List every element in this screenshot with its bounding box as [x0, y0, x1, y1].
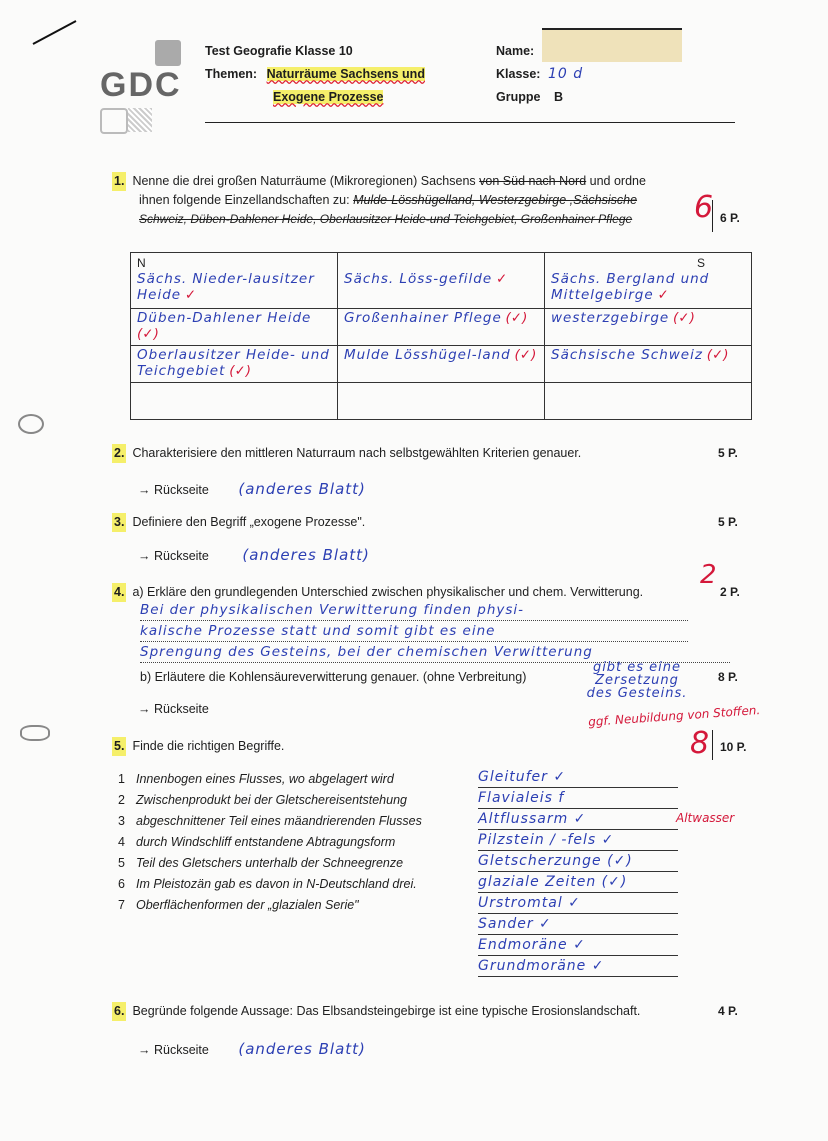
q2-text: Charakterisiere den mittleren Naturraum nach selbstgewählten Kriterien genauer. [132, 446, 582, 460]
q1-check-2-1: (✓) [137, 326, 159, 342]
q5-item-4-text: durch Windschliff entstandene Abtragungsform [136, 835, 396, 849]
q5-answer-10: Grundmoräne ✓ [478, 956, 678, 977]
q5-item-5 [118, 853, 478, 874]
q5-item-7 [118, 895, 478, 916]
q5-item-1-num: 1 [118, 772, 125, 786]
q4-back: → Rückseite [138, 702, 209, 716]
q5-item-6 [118, 874, 478, 895]
q1-check-1-2: ✓ [495, 271, 508, 287]
topics-label: Themen: [205, 67, 258, 81]
group-value: B [553, 90, 563, 104]
q5-number: 5. [112, 737, 126, 756]
q4-a-answer-line4: gibt es eine [592, 660, 682, 675]
q3-back: → Rückseite [138, 549, 209, 563]
q1-cell-3-3: Sächsische Schweiz [551, 347, 703, 363]
q1-cell-3-1: Oberlausitzer Heide- und Teichgebiet [137, 347, 330, 379]
q5-answer-lines [478, 767, 678, 977]
q5-item-4-num: 4 [118, 835, 125, 849]
q5-item-1-text: Innenbogen eines Flusses, wo abgelagert wird [136, 772, 394, 786]
q1-cell-2-3: westerzgebirge [551, 310, 670, 326]
q1-check-1-1: ✓ [184, 287, 197, 303]
q5-item-7-text: Oberflächenformen der „glazialen Serie" [136, 898, 359, 912]
name-label: Name: [496, 44, 535, 58]
q4-b-text: b) Erläutere die Kohlensäureverwitterung genauer. (ohne Verbreitung) [140, 670, 527, 684]
q1-cell-1-3: Sächs. Bergland und Mittelgebirge [551, 271, 710, 303]
q5-answer-6: glaziale Zeiten (✓) [478, 872, 678, 893]
topics-line2: Exogene Prozesse [273, 90, 384, 104]
q5-item-2-num: 2 [118, 793, 125, 807]
logo-square-hatched [128, 108, 152, 132]
q1-cell-4-2 [338, 383, 545, 420]
q1-line1-end: und ordne [589, 174, 646, 188]
q1-line1: Nenne die drei großen Naturräume (Mikroregionen) Sachsens [132, 174, 476, 188]
group-label: Gruppe [496, 90, 541, 104]
q5-item-2-text: Zwischenprodukt bei der Gletschereisentstehung [136, 793, 407, 807]
q5-score: 8 [690, 726, 710, 761]
school-logo [100, 40, 185, 135]
q1-cell-1-2: Sächs. Löss-gefilde [344, 271, 493, 287]
margin-scribble-1 [18, 414, 44, 434]
q4-a-score: 2 [700, 560, 717, 590]
q1-check-3-1: (✓) [229, 363, 252, 379]
q3-answer: (anderes Blatt) [242, 546, 370, 564]
q4-a-text: a) Erkläre den grundlegenden Unterschied zwischen physikalischer und chem. Verwitterung. [132, 585, 644, 599]
q1-s-label: S [697, 256, 706, 270]
q5-item-2 [118, 790, 478, 811]
q1-points: 6 P. [720, 211, 740, 225]
q1-cell-3-2: Mulde Lösshügel-land [344, 347, 511, 363]
q2-back: → Rückseite [138, 483, 209, 497]
q4-a-answer-line5: Zersetzung [595, 673, 679, 688]
margin-scribble-2 [20, 725, 50, 741]
q4-a-answer-line2: kalische Prozesse statt und somit gibt es eine [140, 621, 688, 642]
q5-item-6-num: 6 [118, 877, 125, 891]
header-divider [205, 122, 735, 123]
q5-term-list [118, 769, 478, 916]
name-redaction-box [542, 28, 682, 62]
q6-points: 4 P. [718, 1004, 738, 1018]
class-value: 10 d [547, 66, 584, 82]
q3-number: 3. [112, 513, 126, 532]
q1-cell-2-1: Düben-Dahlener Heide [137, 310, 312, 326]
q6-number: 6. [112, 1002, 126, 1021]
q3-points: 5 P. [718, 515, 738, 529]
q1-number: 1. [112, 172, 126, 191]
q1-cell-4-1 [131, 383, 338, 420]
q5-item-4 [118, 832, 478, 853]
q5-item-5-text: Teil des Gletschers unterhalb der Schneegrenze [136, 856, 404, 870]
q5-answer-4: Pilzstein / -fels ✓ [478, 830, 678, 851]
q5-item-7-num: 7 [118, 898, 125, 912]
class-label: Klasse: [496, 67, 541, 81]
test-title: Test Geografie Klasse 10 [205, 44, 353, 58]
logo-square-top [155, 40, 181, 66]
q5-points-divider [712, 730, 713, 760]
q2-number: 2. [112, 444, 126, 463]
q5-answer-5: Gletscherzunge (✓) [478, 851, 678, 872]
q5-item-3-num: 3 [118, 814, 125, 828]
q4-a-answer-line3: Sprengung des Gesteins, bei der chemischen Verwitterung [140, 642, 730, 663]
topics-line1: Naturräume Sachsens und [266, 67, 425, 81]
q1-check-3-2: (✓) [514, 347, 537, 363]
q5-item-3-text: abgeschnittener Teil eines mäandrierenden Flusses [136, 814, 422, 828]
q5-answer-3: Altflussarm ✓ [478, 809, 678, 830]
q1-line2-struck: Mulde-Lösshügelland, Westerzgebirge ,Sächsische [353, 193, 638, 207]
q6-answer: (anderes Blatt) [238, 1040, 366, 1058]
q4-a-answer-line6: des Gesteins. [586, 686, 688, 701]
q1-score: 6 [694, 190, 714, 225]
q1-cell-4-3 [545, 383, 752, 420]
q5-answer-1: Gleitufer ✓ [478, 767, 678, 788]
q3-text: Definiere den Begriff „exogene Prozesse". [132, 515, 366, 529]
q1-check-2-3: (✓) [673, 310, 695, 326]
q1-check-2-2: (✓) [505, 310, 528, 326]
q5-item-6-text: Im Pleistozän gab es davon in N-Deutschland drei. [136, 877, 417, 891]
q1-line1-struck: von Süd nach Nord [479, 174, 587, 188]
q5-teacher-note: Altwasser [676, 811, 735, 825]
q5-points: 10 P. [720, 740, 747, 754]
q4-a-points: 2 P. [720, 585, 740, 599]
q5-item-5-num: 5 [118, 856, 125, 870]
logo-text: GDC [100, 66, 182, 104]
q5-text: Finde die richtigen Begriffe. [132, 739, 285, 753]
q5-item-3 [118, 811, 478, 832]
q2-points: 5 P. [718, 446, 738, 460]
q4-number: 4. [112, 583, 126, 602]
q1-n-label: N [137, 256, 146, 270]
q5-answer-2: Flavialeis f [478, 788, 678, 809]
q1-line3-struck: Schweiz, Düben-Dahlener Heide, Oberlausitzer Heide-und Teichgebiet, Großenhainer Pflege [139, 212, 633, 226]
q6-back: → Rückseite [138, 1043, 209, 1057]
q1-cell-1-1: Sächs. Nieder-lausitzer Heide [137, 271, 315, 303]
q4-b-points: 8 P. [718, 670, 738, 684]
pen-stroke-mark [30, 18, 80, 48]
q5-answer-8: Sander ✓ [478, 914, 678, 935]
q1-line2: ihnen folgende Einzellandschaften zu: [139, 193, 350, 207]
q2-answer: (anderes Blatt) [238, 480, 366, 498]
q1-check-1-3: ✓ [657, 287, 669, 303]
q5-item-1 [118, 769, 478, 790]
q4-a-answer-line1: Bei der physikalischen Verwitterung finden physi- [140, 600, 688, 621]
q5-answer-9: Endmoräne ✓ [478, 935, 678, 956]
q6-text: Begründe folgende Aussage: Das Elbsandsteingebirge ist eine typische Erosionslandschaft. [132, 1004, 641, 1018]
q4-teacher-note: ggf. Neubildung von Stoffen. [587, 703, 761, 729]
logo-square-outline [100, 108, 128, 134]
q1-check-3-3: (✓) [706, 347, 729, 363]
q5-answer-7: Urstromtal ✓ [478, 893, 678, 914]
q1-cell-2-2: Großenhainer Pflege [344, 310, 502, 326]
q1-answer-table [130, 252, 752, 420]
